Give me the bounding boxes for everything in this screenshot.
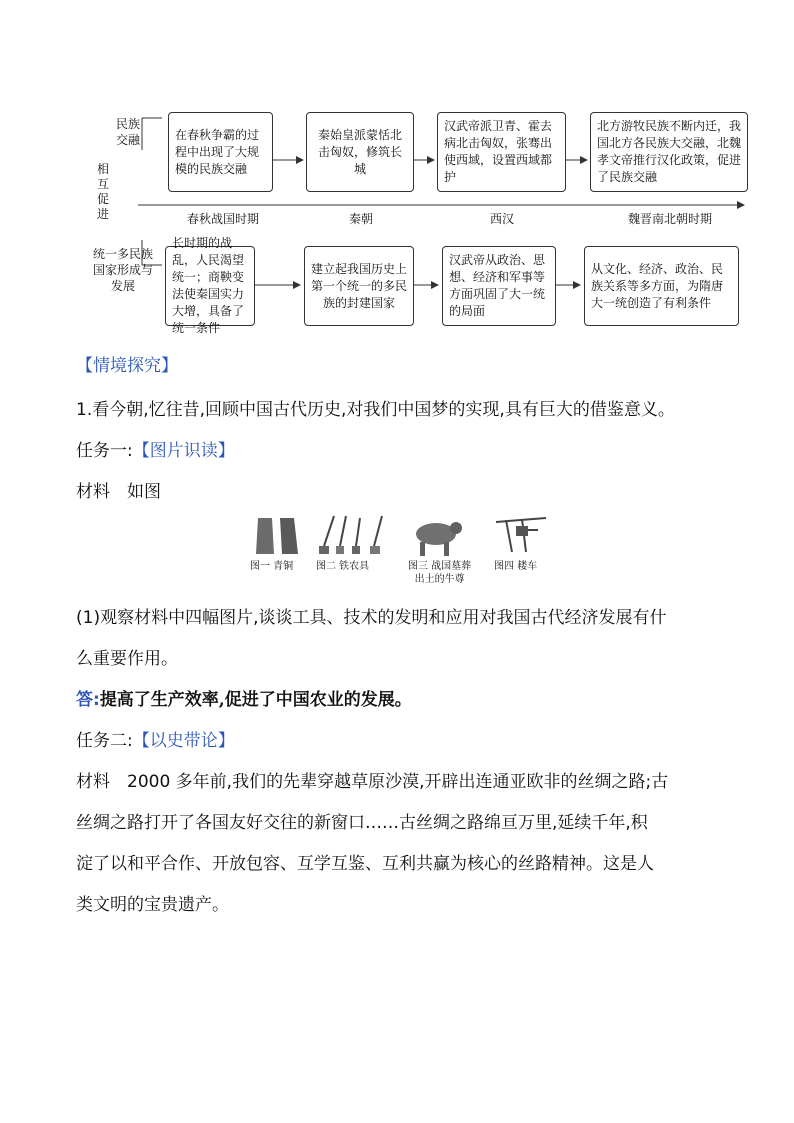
intro-text: 1.看今朝,忆往昔,回顾中国古代历史,对我们中国梦的实现,具有巨大的借鉴意义。 [76, 400, 675, 420]
figure-caption: 图二 铁农具 [316, 561, 370, 572]
history-flow-diagram [0, 0, 794, 340]
bottom-box-qin: 建立起我国历史上第一个统一的多民族的封建国家 [304, 246, 414, 326]
figure-strip [244, 512, 554, 592]
task1-heading [76, 437, 235, 465]
era-label: 春秋战国时期 [186, 212, 259, 226]
bottom-box-spring-autumn: 长时期的战乱，人民渴望统一；商鞅变法使秦国实力大增，具备了统一条件 [165, 246, 255, 326]
question1-line2: 么重要作用。 [76, 649, 178, 669]
seed-drill-icon [492, 512, 550, 558]
task-name: 【图片识读】 [132, 441, 235, 461]
material2-line: 淀了以和平合作、开放包容、互学互鉴、互利共赢为核心的丝路精神。这是人 [76, 854, 654, 874]
bottom-box-wei-jin: 从文化、经济、政治、民族关系等多方面，为隋唐大一统创造了有利条件 [584, 246, 739, 326]
answer-line [76, 686, 412, 714]
section-title: 【情境探究】 [76, 356, 178, 376]
figure-caption: 图四 耧车 [494, 561, 538, 572]
ox-zun-icon [406, 514, 466, 558]
figure-caption: 图三 战国墓葬 出土的牛尊 [408, 561, 472, 585]
top-box-western-han: 汉武帝派卫青、霍去病北击匈奴，张骞出使西域，设置西域都护 [437, 112, 566, 192]
task-prefix: 任务二: [76, 731, 133, 751]
label-ethnic-integration: 民族 交融 [115, 117, 140, 147]
task-prefix: 任务一: [76, 441, 133, 461]
label-unified-nation: 统一多民族 国家形成与 发展 [92, 247, 153, 293]
bottom-box-western-han: 汉武帝从政治、思想、经济和军事等方面巩固了大一统的局面 [442, 246, 556, 326]
top-box-wei-jin: 北方游牧民族不断内迁，我国北方各民族大交融，北魏孝文帝推行汉化政策，促进了民族交融 [590, 112, 748, 192]
figure-caption: 图一 青铜 [250, 561, 294, 572]
iron-farm-tools-icon [316, 512, 390, 558]
material2-line: 丝绸之路打开了各国友好交往的新窗口……古丝绸之路绵亘万里,延续千年,积 [76, 813, 648, 833]
question1-line1: (1)观察材料中四幅图片,谈谈工具、技术的发明和应用对我国古代经济发展有什 [76, 608, 667, 628]
task-name: 【以史带论】 [132, 731, 235, 751]
material2-line: 材料 2000 多年前,我们的先辈穿越草原沙漠,开辟出连通亚欧非的丝绸之路;古 [76, 772, 669, 792]
era-label: 秦朝 [348, 212, 373, 226]
task2-heading [76, 727, 235, 755]
top-box-spring-autumn: 在春秋争霸的过程中出现了大规模的民族交融 [168, 112, 273, 192]
material2-line: 类文明的宝贵遗产。 [76, 895, 229, 915]
top-box-qin: 秦始皇派蒙恬北击匈奴，修筑长城 [306, 112, 414, 192]
answer-label: 答: [76, 690, 100, 710]
era-label: 西汉 [489, 212, 514, 226]
era-label: 魏晋南北朝时期 [627, 212, 712, 226]
bronze-tool-icon [252, 514, 302, 558]
label-mutual-promotion: 相互促进 [96, 162, 109, 221]
answer-text: 提高了生产效率,促进了中国农业的发展。 [99, 690, 412, 710]
material1-text: 材料 如图 [76, 482, 161, 502]
